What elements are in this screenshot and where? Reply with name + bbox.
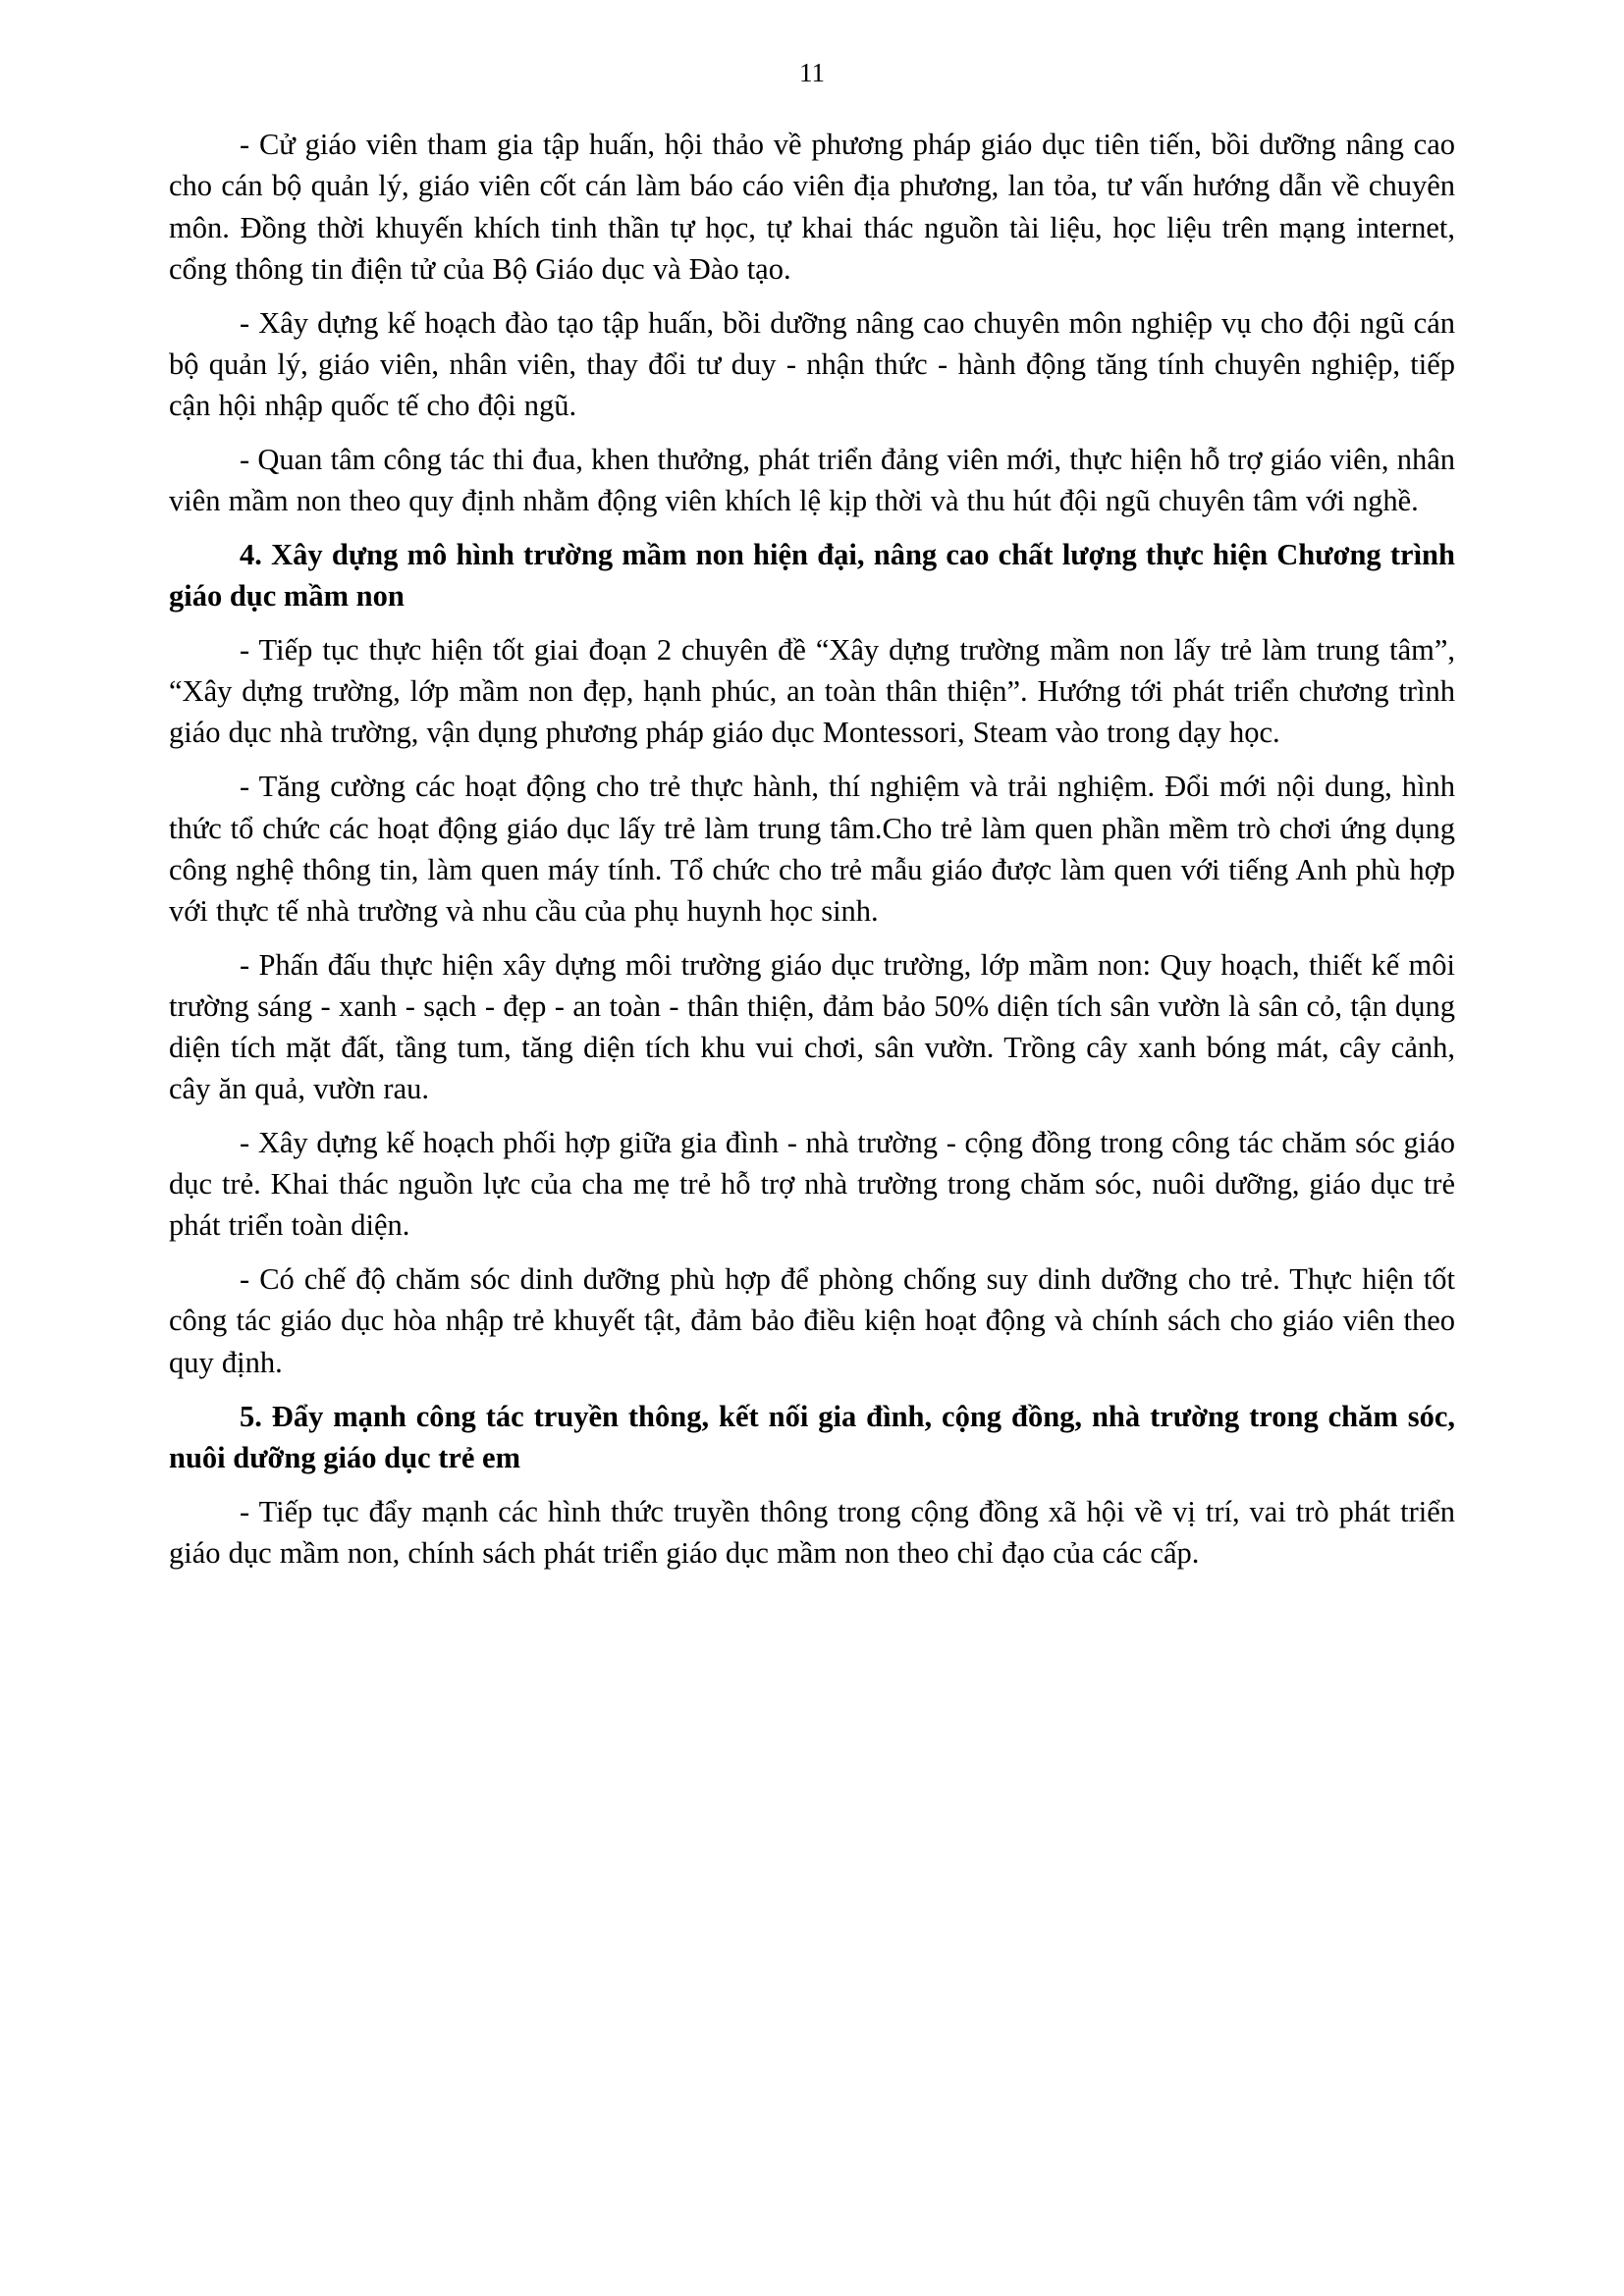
paragraph-tiep-tuc-thuc-hien-tot: - Tiếp tục thực hiện tốt giai đoạn 2 chuyên đề “Xây dựng trường mầm non lấy trẻ làm trung tâm”, “Xây dựng trường, lớp mầm non đẹp, hạnh phúc, an toàn thân thiện”. Hướng tới phát triển chương trình giáo dục nhà trường, vận dụng phương pháp giáo dục Montessori, Steam vào trong dạy học.: [169, 633, 1455, 750]
paragraph-xay-dung-ke-hoach-dao-tao: - Xây dựng kế hoạch đào tạo tập huấn, bồi dưỡng nâng cao chuyên môn nghiệp vụ cho đội ngũ cán bộ quản lý, giáo viên, nhân viên, thay đổi tư duy - nhận thức - hành động tăng tính chuyên nghiệp, tiếp cận hội nhập quốc tế cho đội ngũ.: [169, 305, 1455, 422]
document-body: [169, 124, 1455, 1574]
paragraph-xay-dung-ke-hoach-phoi-hop: - Xây dựng kế hoạch phối hợp giữa gia đình - nhà trường - cộng đồng trong công tác chăm sóc giáo dục trẻ. Khai thác nguồn lực của cha mẹ trẻ hỗ trợ nhà trường trong chăm sóc, nuôi dưỡng, giáo dục trẻ phát triển toàn diện.: [169, 1126, 1455, 1243]
paragraph-phan-dau-xay-dung-moi-truong: - Phấn đấu thực hiện xây dựng môi trường giáo dục trường, lớp mầm non: Quy hoạch, thiết kế môi trường sáng - xanh - sạch - đẹp - an toàn - thân thiện, đảm bảo 50% diện tích sân vườn là sân cỏ, tận dụng diện tích mặt đất, tầng tum, tăng diện tích khu vui chơi, sân vườn. Trồng cây xanh bóng mát, cây cảnh, cây ăn quả, vườn rau.: [169, 947, 1455, 1106]
heading-muc-5: 5. Đẩy mạnh công tác truyền thông, kết nối gia đình, cộng đồng, nhà trường trong chăm sóc, nuôi dưỡng giáo dục trẻ em: [169, 1399, 1455, 1474]
paragraph-cu-giao-vien: - Cử giáo viên tham gia tập huấn, hội thảo về phương pháp giáo dục tiên tiến, bồi dưỡng nâng cao cho cán bộ quản lý, giáo viên cốt cán làm báo cáo viên địa phương, lan tỏa, tư vấn hướng dẫn về chuyên môn. Đồng thời khuyến khích tinh thần tự học, tự khai thác nguồn tài liệu, học liệu trên mạng internet, cổng thông tin điện tử của Bộ Giáo dục và Đào tạo.: [169, 128, 1455, 286]
paragraph-tang-cuong-hoat-dong: - Tăng cường các hoạt động cho trẻ thực hành, thí nghiệm và trải nghiệm. Đổi mới nội dung, hình thức tổ chức các hoạt động giáo dục lấy trẻ làm trung tâm.Cho trẻ làm quen phần mềm trò chơi ứng dụng công nghệ thông tin, làm quen máy tính. Tổ chức cho trẻ mẫu giáo được làm quen với tiếng Anh phù hợp với thực tế nhà trường và nhu cầu của phụ huynh học sinh.: [169, 770, 1455, 928]
paragraph-quan-tam-cong-tac-thi-dua: - Quan tâm công tác thi đua, khen thưởng, phát triển đảng viên mới, thực hiện hỗ trợ giáo viên, nhân viên mầm non theo quy định nhằm động viên khích lệ kịp thời và thu hút đội ngũ chuyên tâm với nghề.: [169, 442, 1455, 518]
heading-muc-4: 4. Xây dựng mô hình trường mầm non hiện đại, nâng cao chất lượng thực hiện Chương trình giáo dục mầm non: [169, 538, 1455, 614]
paragraph-co-che-do-cham-soc-dinh-duong: - Có chế độ chăm sóc dinh dưỡng phù hợp để phòng chống suy dinh dưỡng cho trẻ. Thực hiện tốt công tác giáo dục hòa nhập trẻ khuyết tật, đảm bảo điều kiện hoạt động và chính sách cho giáo viên theo quy định.: [169, 1262, 1455, 1379]
paragraph-tiep-tuc-day-manh-truyen-thong: - Tiếp tục đẩy mạnh các hình thức truyền thông trong cộng đồng xã hội về vị trí, vai trò phát triển giáo dục mầm non, chính sách phát triển giáo dục mầm non theo chỉ đạo của các cấp.: [169, 1494, 1455, 1570]
page-number: 11: [799, 58, 825, 87]
